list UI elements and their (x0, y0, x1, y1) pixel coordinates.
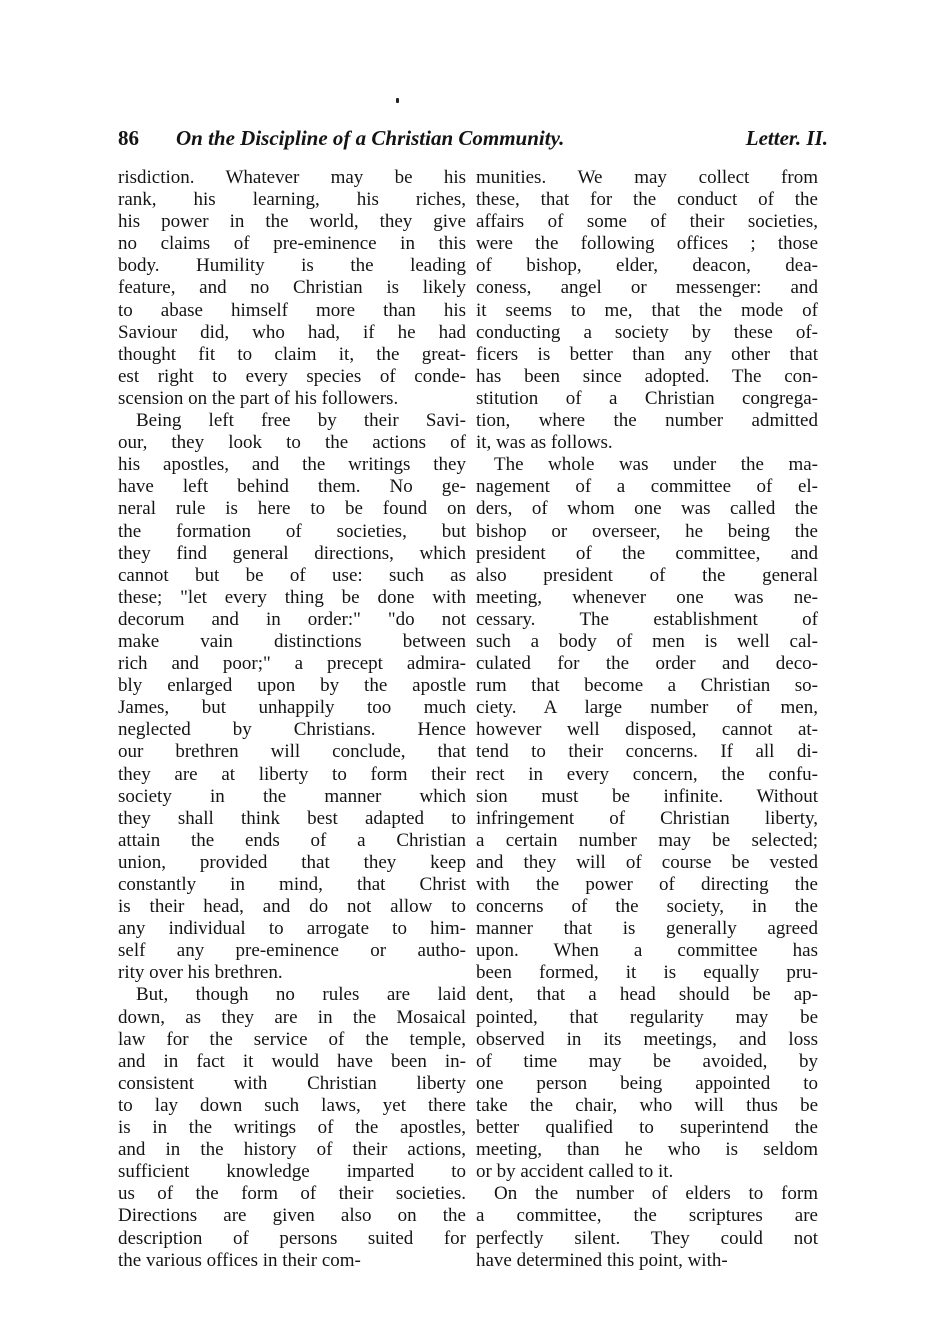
text-line: also president of the general (476, 564, 818, 586)
text-line: society in the manner which (118, 785, 466, 807)
text-line: it, was as follows. (476, 432, 613, 454)
text-line: us of the form of their societies. (118, 1183, 466, 1205)
text-line: But, though no rules are laid (136, 984, 466, 1006)
text-line: and in fact it would have been in- (118, 1050, 466, 1072)
text-line: self any pre-eminence or autho- (118, 940, 466, 962)
text-line: and they will of course be vested (476, 851, 818, 873)
text-line: of bishop, elder, deacon, dea- (476, 255, 818, 277)
text-line: ciety. A large number of men, (476, 697, 818, 719)
text-line: rity over his brethren. (118, 962, 283, 984)
text-line: tion, where the number admitted (476, 410, 818, 432)
text-line: have determined this point, with- (476, 1249, 728, 1271)
text-line: cessary. The establishment of (476, 608, 818, 630)
text-line: feature, and no Christian is likely (118, 277, 466, 299)
text-line: decorum and in order:" "do not (118, 608, 466, 630)
text-line: law for the service of the temple, (118, 1028, 466, 1050)
text-line: rich and poor;" a precept admira- (118, 653, 466, 675)
text-line: munities. We may collect from (476, 167, 818, 188)
text-line: attain the ends of a Christian (118, 829, 466, 851)
text-line: risdiction. Whatever may be his (118, 167, 466, 188)
left-column (118, 167, 466, 1272)
text-line: the formation of societies, but (118, 520, 466, 542)
text-line: constantly in mind, that Christ (118, 874, 466, 895)
text-line: consistent with Christian liberty (118, 1072, 466, 1094)
text-line: observed in its meetings, and loss (476, 1028, 818, 1050)
right-column (476, 167, 818, 1272)
text-line: dent, that a head should be ap- (476, 984, 818, 1006)
text-line: these, that for the conduct of the (476, 189, 818, 211)
text-line: have left behind them. No ge- (118, 476, 466, 498)
text-line: of time may be avoided, by (476, 1050, 818, 1072)
text-line: his power in the world, they give (118, 211, 466, 233)
text-line: pointed, that regularity may be (476, 1006, 818, 1028)
text-line: our, they look to the actions of (118, 432, 466, 454)
text-line: is their head, and do not allow to (118, 896, 466, 918)
text-line: to abase himself more than his (118, 299, 466, 321)
ink-mark (396, 98, 399, 103)
text-line: meeting, whenever one was ne- (476, 586, 818, 608)
text-line: with the power of directing the (476, 874, 818, 895)
text-line: Being left free by their Savi- (136, 410, 466, 432)
text-line: any individual to arrogate to him- (118, 918, 466, 940)
text-line: Directions are given also on the (118, 1205, 466, 1227)
text-line: one person being appointed to (476, 1072, 818, 1094)
text-line: Saviour did, who had, if he had (118, 321, 466, 343)
text-line: coness, angel or messenger: and (476, 277, 818, 299)
text-line: neral rule is here to be found on (118, 498, 466, 520)
text-line: James, but unhappily too much (118, 697, 466, 719)
text-line: these; "let every thing be done with (118, 586, 466, 608)
text-line: they shall think best adapted to (118, 807, 466, 829)
text-line: bly enlarged upon by the apostle (118, 675, 466, 697)
text-line: description of persons suited for (118, 1227, 466, 1249)
text-line: ficers is better than any other that (476, 343, 818, 365)
text-line: culated for the order and deco- (476, 653, 818, 675)
text-line: rank, his learning, his riches, (118, 189, 466, 211)
text-line: president of the committee, and (476, 542, 818, 564)
text-line: such a body of men is well cal- (476, 630, 818, 652)
text-line: were the following offices ; those (476, 233, 818, 255)
text-line: sufficient knowledge imparted to (118, 1161, 466, 1183)
text-line: upon. When a committee has (476, 940, 818, 962)
page-number: 86 (118, 126, 139, 150)
letter-label: Letter. II. (745, 126, 828, 150)
text-line: down, as they are in the Mosaical (118, 1006, 466, 1028)
text-line: tend to their concerns. If all di- (476, 741, 818, 763)
text-line: meeting, than he who is seldom (476, 1139, 818, 1161)
text-line: they are at liberty to form their (118, 763, 466, 785)
text-line: body. Humility is the leading (118, 255, 466, 277)
text-line: The whole was under the ma- (494, 454, 818, 476)
text-line: neglected by Christians. Hence (118, 719, 466, 741)
text-line: has been since adopted. The con- (476, 365, 818, 387)
text-line: nagement of a committee of el- (476, 476, 818, 498)
text-line: concerns of the society, in the (476, 896, 818, 918)
text-line: cannot but be of use: such as (118, 564, 466, 586)
text-line: union, provided that they keep (118, 851, 466, 873)
text-line: infringement of Christian liberty, (476, 807, 818, 829)
text-line: manner that is generally agreed (476, 918, 818, 940)
text-line: been formed, it is equally pru- (476, 962, 818, 984)
text-line: is in the writings of the apostles, (118, 1117, 466, 1139)
text-line: rect in every concern, the confu- (476, 763, 818, 785)
running-header (118, 126, 828, 158)
text-line: to lay down such laws, yet there (118, 1094, 466, 1116)
text-line: perfectly silent. They could not (476, 1227, 818, 1249)
text-line: ders, of whom one was called the (476, 498, 818, 520)
text-line: they find general directions, which (118, 542, 466, 564)
text-line: it seems to me, that the mode of (476, 299, 818, 321)
text-line: the various offices in their com- (118, 1249, 361, 1271)
running-title: On the Discipline of a Christian Community. (176, 126, 565, 150)
text-line: sion must be infinite. Without (476, 785, 818, 807)
text-line: his apostles, and the writings they (118, 454, 466, 476)
text-line: our brethren will conclude, that (118, 741, 466, 763)
text-line: no claims of pre-eminence in this (118, 233, 466, 255)
text-line: rum that become a Christian so- (476, 675, 818, 697)
text-line: bishop or overseer, he being the (476, 520, 818, 542)
text-line: make vain distinctions between (118, 630, 466, 652)
text-line: est right to every species of conde- (118, 365, 466, 387)
text-line: and in the history of their actions, (118, 1139, 466, 1161)
text-line: better qualified to superintend the (476, 1117, 818, 1139)
text-line: or by accident called to it. (476, 1161, 674, 1183)
text-line: conducting a society by these of- (476, 321, 818, 343)
text-line: stitution of a Christian congrega- (476, 387, 818, 409)
text-line: however well disposed, cannot at- (476, 719, 818, 741)
text-line: a certain number may be selected; (476, 829, 818, 851)
text-line: thought fit to claim it, the great- (118, 343, 466, 365)
text-line: a committee, the scriptures are (476, 1205, 818, 1227)
text-line: On the number of elders to form (494, 1183, 818, 1205)
text-line: affairs of some of their societies, (476, 211, 818, 233)
text-line: take the chair, who will thus be (476, 1094, 818, 1116)
text-line: scension on the part of his followers. (118, 387, 399, 409)
